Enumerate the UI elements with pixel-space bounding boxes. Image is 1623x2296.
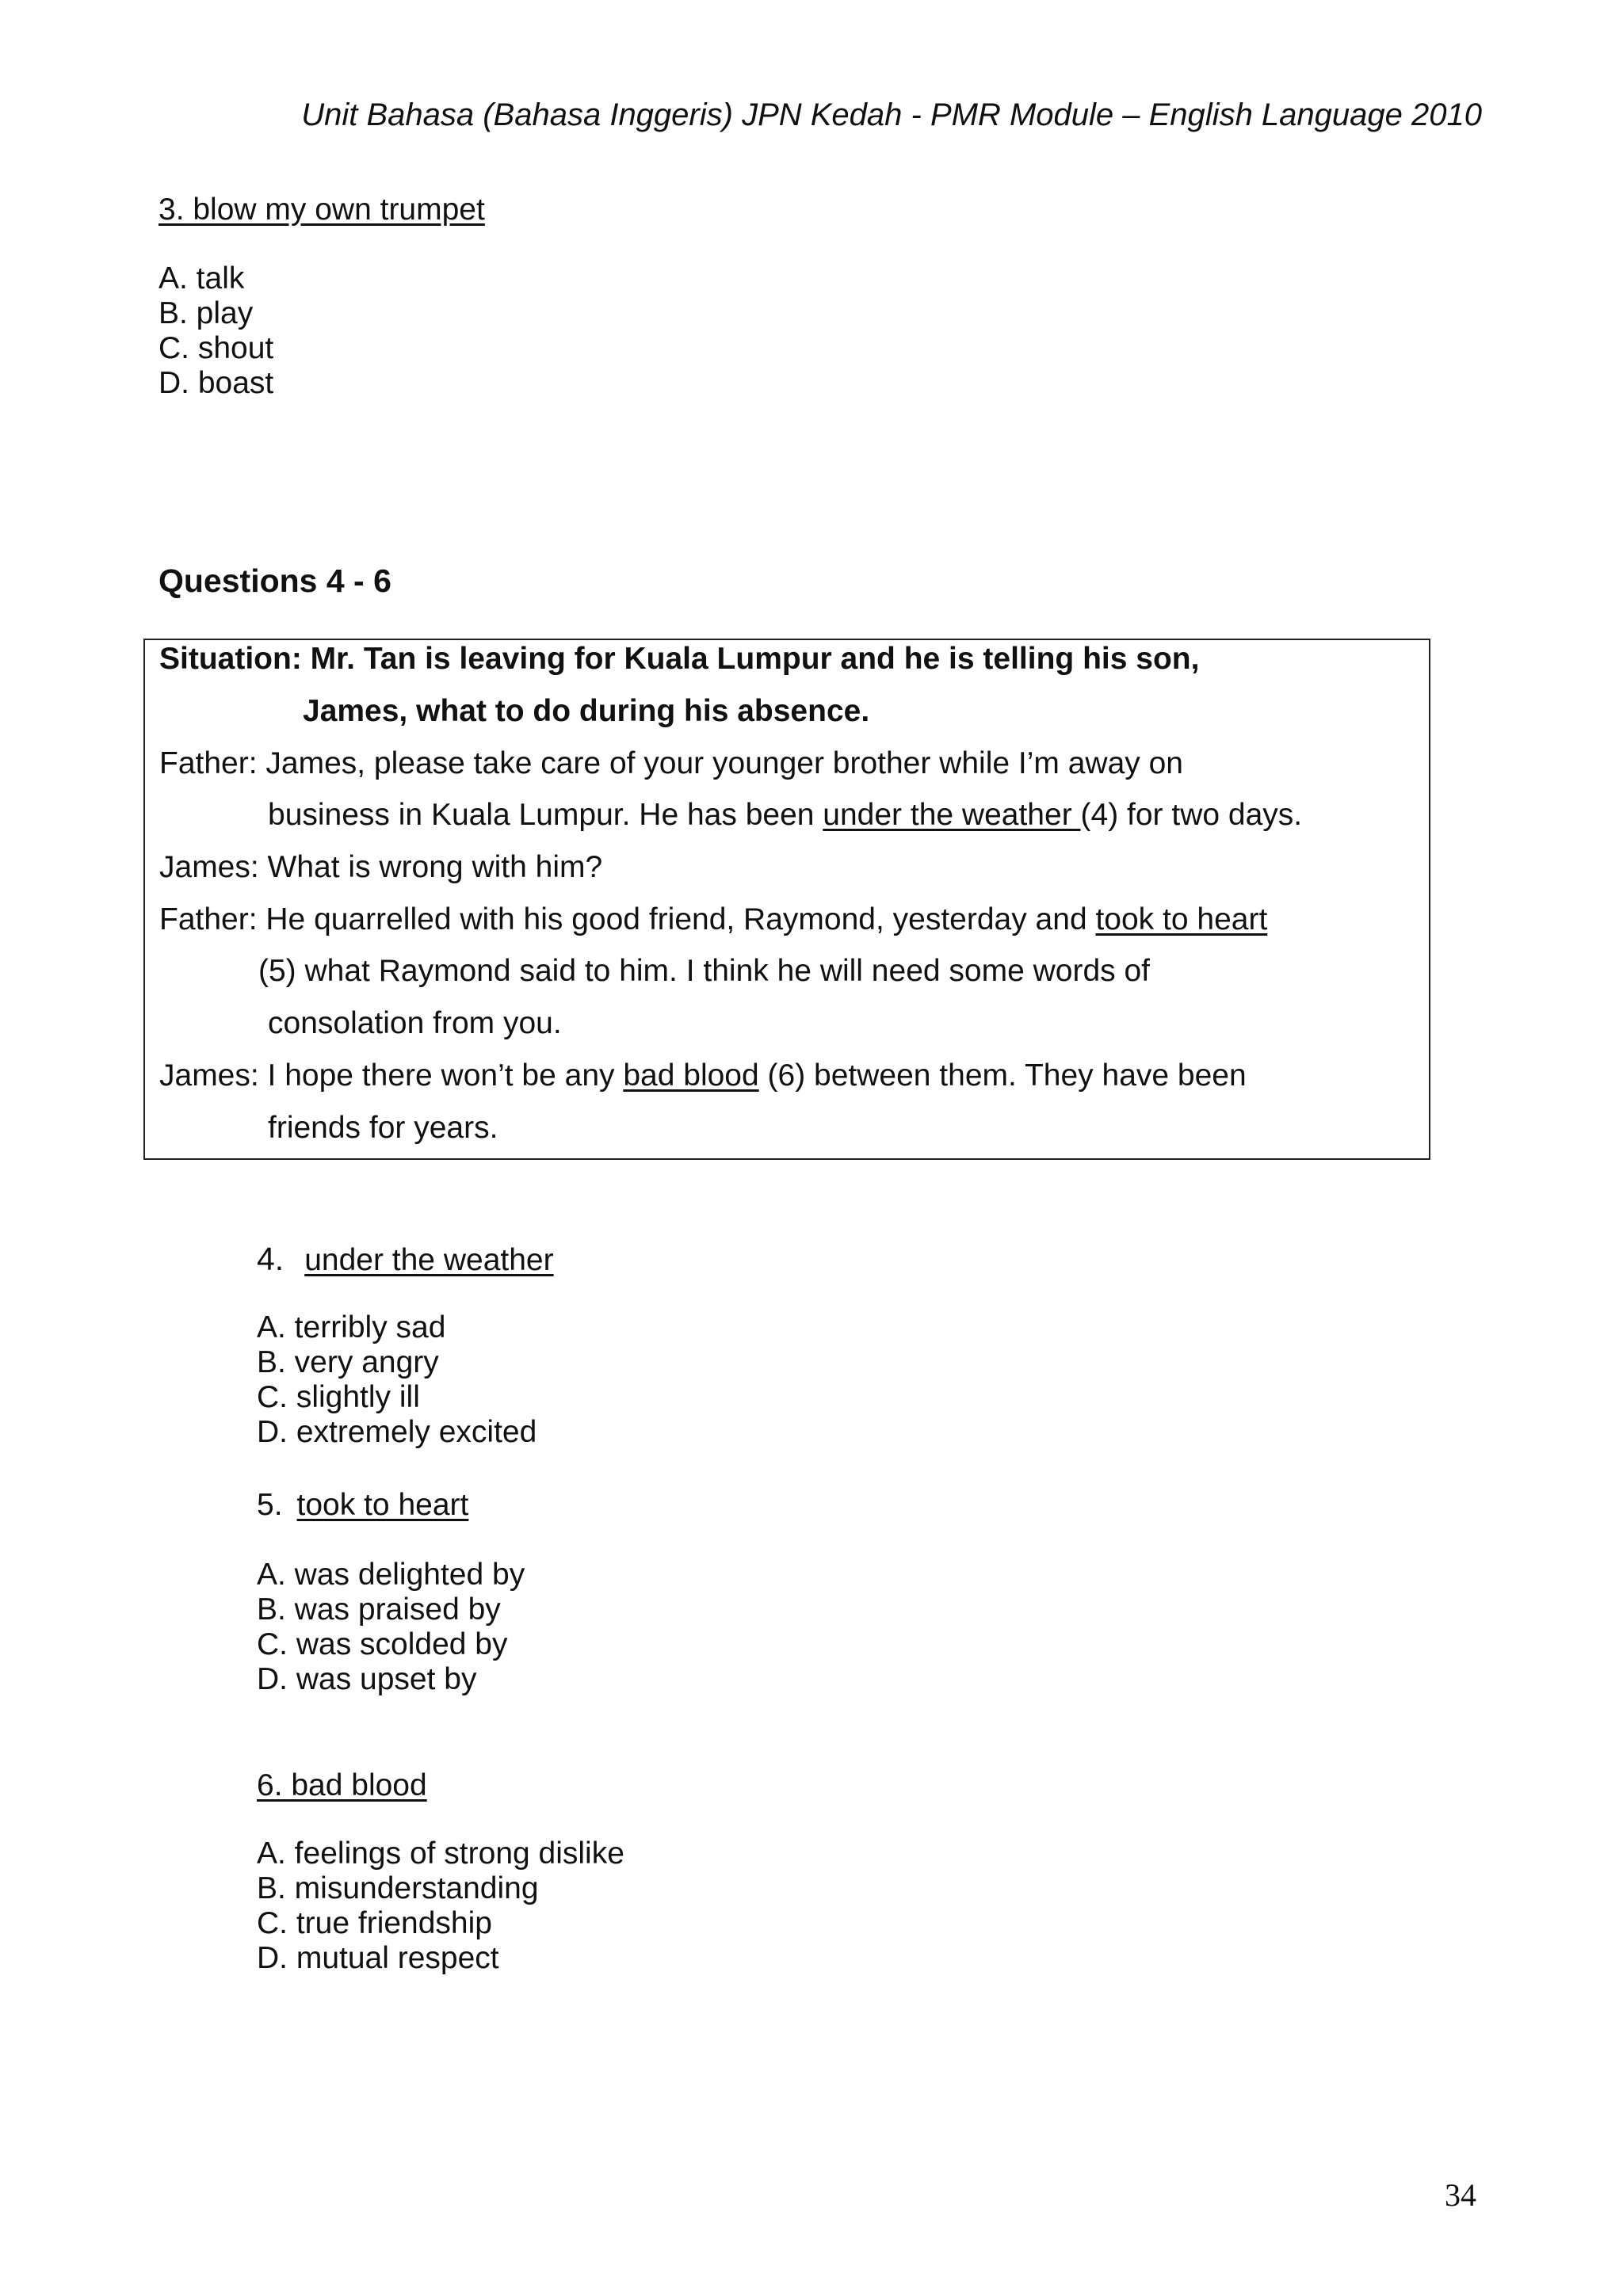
page-number: 34	[1445, 2177, 1476, 2213]
question-6-option-b: B. misunderstanding	[257, 1871, 539, 1905]
question-4-option-c: C. slightly ill	[257, 1380, 420, 1414]
phrase-took-to-heart: took to heart	[1095, 902, 1268, 936]
question-6-title: 6. bad blood	[257, 1768, 427, 1802]
question-5-option-c: C. was scolded by	[257, 1627, 508, 1661]
situation-line-1: Situation: Mr. Tan is leaving for Kuala Lumpur and he is telling his son,	[159, 642, 1200, 676]
question-5-option-b: B. was praised by	[257, 1592, 501, 1627]
dialogue-line-6-start: Father: He quarrelled with his good friend, Raymond, yesterday and	[159, 902, 1096, 936]
dialogue-line-9	[159, 1058, 1247, 1094]
question-6-option-a: A. feelings of strong dislike	[257, 1836, 624, 1871]
dialogue-line-7: (5) what Raymond said to him. I think he will need some words of	[258, 954, 1151, 988]
page-header: Unit Bahasa (Bahasa Inggeris) JPN Kedah - PMR Module – English Language 2010	[301, 97, 1482, 132]
section-title: Questions 4 - 6	[158, 563, 391, 599]
question-5-phrase: took to heart	[296, 1488, 469, 1522]
question-3	[158, 193, 485, 228]
question-6-option-c: C. true friendship	[257, 1906, 492, 1940]
question-4	[257, 1241, 554, 1279]
question-4-options	[257, 1310, 537, 1450]
situation-line-2: James, what to do during his absence.	[303, 694, 870, 728]
question-5-options	[257, 1558, 525, 1697]
question-3-options	[158, 261, 273, 401]
question-3-phrase: blow my own trumpet	[184, 193, 485, 227]
question-3-option-a: A. talk	[158, 261, 245, 296]
dialogue-line-9-start: James: I hope there won’t be any	[159, 1058, 624, 1093]
question-3-number: 3.	[158, 193, 185, 227]
dialogue-line-5: James: What is wrong with him?	[159, 850, 603, 884]
dialogue-line-4-start: business in Kuala Lumpur. He has been	[268, 798, 823, 832]
question-6-option-d: D. mutual respect	[257, 1941, 499, 1975]
question-6-options	[257, 1836, 624, 1976]
question-4-number: 4.	[257, 1241, 285, 1277]
question-4-option-d: D. extremely excited	[257, 1415, 537, 1449]
phrase-bad-blood: bad blood	[623, 1058, 759, 1093]
question-5-option-d: D. was upset by	[257, 1662, 477, 1696]
question-3-option-b: B. play	[158, 296, 254, 330]
dialogue-line-9-end: (6) between them. They have been	[758, 1058, 1247, 1093]
dialogue-line-4-end: (4) for two days.	[1080, 798, 1303, 832]
dialogue-line-8: consolation from you.	[268, 1006, 562, 1040]
question-5-number: 5.	[257, 1488, 283, 1522]
situation-box	[143, 639, 1430, 1160]
question-5	[257, 1488, 468, 1524]
question-4-option-a: A. terribly sad	[257, 1310, 446, 1344]
question-3-option-d: D. boast	[158, 366, 274, 400]
phrase-under-the-weather: under the weather	[823, 798, 1081, 832]
dialogue-line-6	[159, 902, 1267, 938]
question-3-option-c: C. shout	[158, 331, 274, 365]
dialogue-line-10: friends for years.	[268, 1111, 498, 1145]
dialogue-line-3: Father: James, please take care of your younger brother while I’m away on	[159, 746, 1183, 780]
question-4-phrase: under the weather	[304, 1243, 554, 1277]
question-4-option-b: B. very angry	[257, 1345, 439, 1379]
question-5-option-a: A. was delighted by	[257, 1558, 525, 1592]
dialogue-line-4	[268, 798, 1302, 833]
